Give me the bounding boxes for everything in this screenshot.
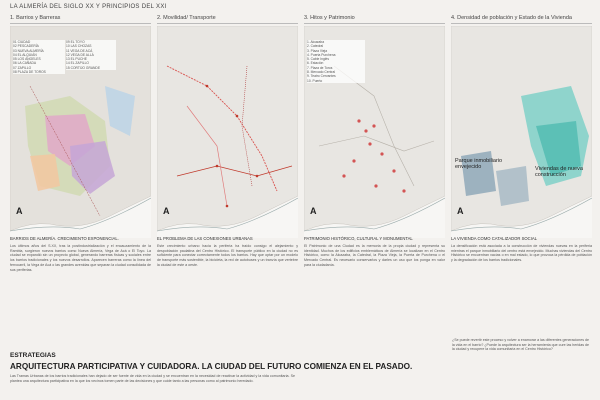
caption-vivienda (451, 236, 592, 263)
legend-item: 12 VEGA DE ALLÁ (66, 52, 94, 57)
legend-item: 09 EL TOYO (66, 40, 85, 44)
north-arrow-icon: A (163, 206, 170, 216)
caption-title: LA VIVIENDA COMO CATALIZADOR SOCIAL (451, 236, 537, 241)
page-title: LA ALMERÍA DEL SIGLO XX Y PRINCIPIOS DEL XXI (10, 4, 167, 10)
legend-item: 01 CIUDAD (13, 40, 31, 44)
legend-item: 04 EL ALQUIÁN (13, 52, 37, 57)
legend-item: 4. Puerta Purchena (307, 52, 336, 57)
legend-item: 05 LOS ÁNGELES (13, 57, 41, 62)
panel-heading: 2. Movilidad/ Transporte (157, 14, 298, 24)
north-arrow-icon: A (457, 206, 464, 216)
caption-text: Los últimos años del S.XX, tras la postindustrialización y el encauzamiento de la Rambla, surgieron nuevos barrios como Nueva Almería, Vega de Acá o El Toyo. La ciudad se expandió sin un proyecto global, generando barreras físicas y sociales entre los barrios tradicionales y los nuevos desarrollos. Aparecen barreras como la línea del ferrocarril, la Vega de Acá o las grandes avenidas que separan la ciudad consolidada de sus periferias. (10, 244, 151, 272)
legend-item: 1. Alcazaba (307, 40, 325, 44)
map-label-nueva: Viviendas de nueva construcción (535, 166, 583, 178)
legend-item: 3. Plaza Vieja (307, 48, 328, 53)
map-label-envejecido: Parque inmobiliario envejecido (455, 158, 503, 170)
legend-item: 11 VEGA DE ACÁ (66, 48, 93, 53)
legend-item: 02 PESCADERÍA (13, 44, 39, 49)
caption-text: El Patrimonio de una Ciudad es la memoria de la propia ciudad y representa su identidad. Muchos de los edificios emblemáticos de Almería se localizan en el Centro Histórico, como la Alcazaba, la Catedral, la Plaza Vieja, la Puerta de Purchena o el Mercado Central. Es necesario conservarlos y darles un uso que los ponga en valor para la ciudadanía. (304, 244, 445, 267)
caption-text: Este crecimiento urbano hacia la periferia ha traído consigo el alejamiento y despoblación paulatina del Centro Histórico. El transporte público en la ciudad no es suficiente para conectar correctamente todos los barrios. Hay que optar por un modelo de transporte más sostenible, la bicicleta, la red de autobuses y un tranvía que vertebre la ciudad de este a oeste. (157, 244, 298, 267)
legend-item: 5. Cable Inglés (307, 57, 329, 62)
north-arrow-icon: A (310, 206, 317, 216)
map-barrios (10, 26, 151, 238)
panel-heading: 3. Hitos y Patrimonio (304, 14, 445, 24)
caption-title: BARRIOS DE ALMERÍA. CRECIMIENTO EXPONENCIAL. (10, 236, 119, 241)
legend-item: 6. Estación (307, 61, 324, 66)
strategies-label: ESTRATEGIAS (10, 352, 56, 359)
panel-barrios (10, 14, 151, 238)
legend-item: 7. Plaza de Toros (307, 65, 333, 70)
legend-barrios (13, 40, 65, 74)
panel-vivienda (451, 14, 592, 238)
legend-item: 03 NUEVA ALMERÍA (13, 48, 44, 53)
panel-hitos (304, 14, 445, 238)
caption-text: La densificación está asociada a la construcción de viviendas nuevas en la periferia mientras el parque inmobiliario del centro está envejecido. Muchas viviendas del Centro Histórico se encuentran vacías o en mal estado, lo que provoca la pérdida de población y la degradación de los barrios tradicionales. (451, 244, 592, 263)
legend-barrios-2 (66, 40, 116, 70)
legend-item: 15 CORTIJO GRANDE (66, 65, 101, 70)
strategies-side-text: ¿Se puede revertir este proceso y volver a enamorar a las diferentes generaciones de la vida en el barrio? ¿Puede la arquitectura ser la herramienta que cure las heridas de la ciudad y recupere la vida comunitaria en el Centro Histórico? (452, 338, 590, 352)
legend-item: 07 ZAPILLO (13, 65, 32, 70)
legend-item: 8. Mercado Central (307, 70, 336, 75)
panel-heading: 4. Densidad de población y Estado de la Vivienda (451, 14, 592, 24)
legend-item: 08 PLAZA DE TOROS (13, 70, 46, 75)
panel-movilidad (157, 14, 298, 238)
caption-title: EL PROBLEMA DE LAS CONEXIONES URBANAS (157, 236, 253, 241)
strategies-headline: ARQUITECTURA PARTICIPATIVA Y CUIDADORA. LA CIUDAD DEL FUTURO COMIENZA EN EL PASADO. (10, 362, 413, 371)
map-hitos (304, 26, 445, 238)
caption-title: PATRIMONIO HISTÓRICO, CULTURAL Y MONUMENTAL (304, 236, 413, 241)
caption-movilidad (157, 236, 298, 268)
map-movilidad (157, 26, 298, 238)
legend-item: 10. Puerto (307, 78, 323, 83)
north-arrow-icon: A (16, 206, 23, 216)
strategies-body: Las Tramas Urbanas de los barrios tradicionales han dejado de ser fuente de vida en la ciudad y se encuentran en la necesidad de reactivar la actividad y la vida comunitaria. Se plantea una arquitectura participativa en la que los vecinos tomen parte de las decisiones y que cuide tanto a las personas como al patrimonio heredado. (10, 374, 295, 383)
panel-heading: 1. Barrios y Barreras (10, 14, 151, 24)
legend-item: 06 LA CAÑADA (13, 61, 37, 66)
legend-item: 14 EL ZAPILLO (66, 61, 89, 66)
caption-barrios (10, 236, 151, 272)
legend-item: 2. Catedral (307, 44, 324, 49)
legend-hitos (307, 40, 365, 83)
legend-item: 13 EL PUCHE (66, 57, 87, 62)
legend-item: 9. Teatro Cervantes (307, 74, 336, 79)
caption-hitos (304, 236, 445, 268)
legend-item: 10 LAS CHOZAS (66, 44, 92, 49)
map-vivienda (451, 26, 592, 238)
